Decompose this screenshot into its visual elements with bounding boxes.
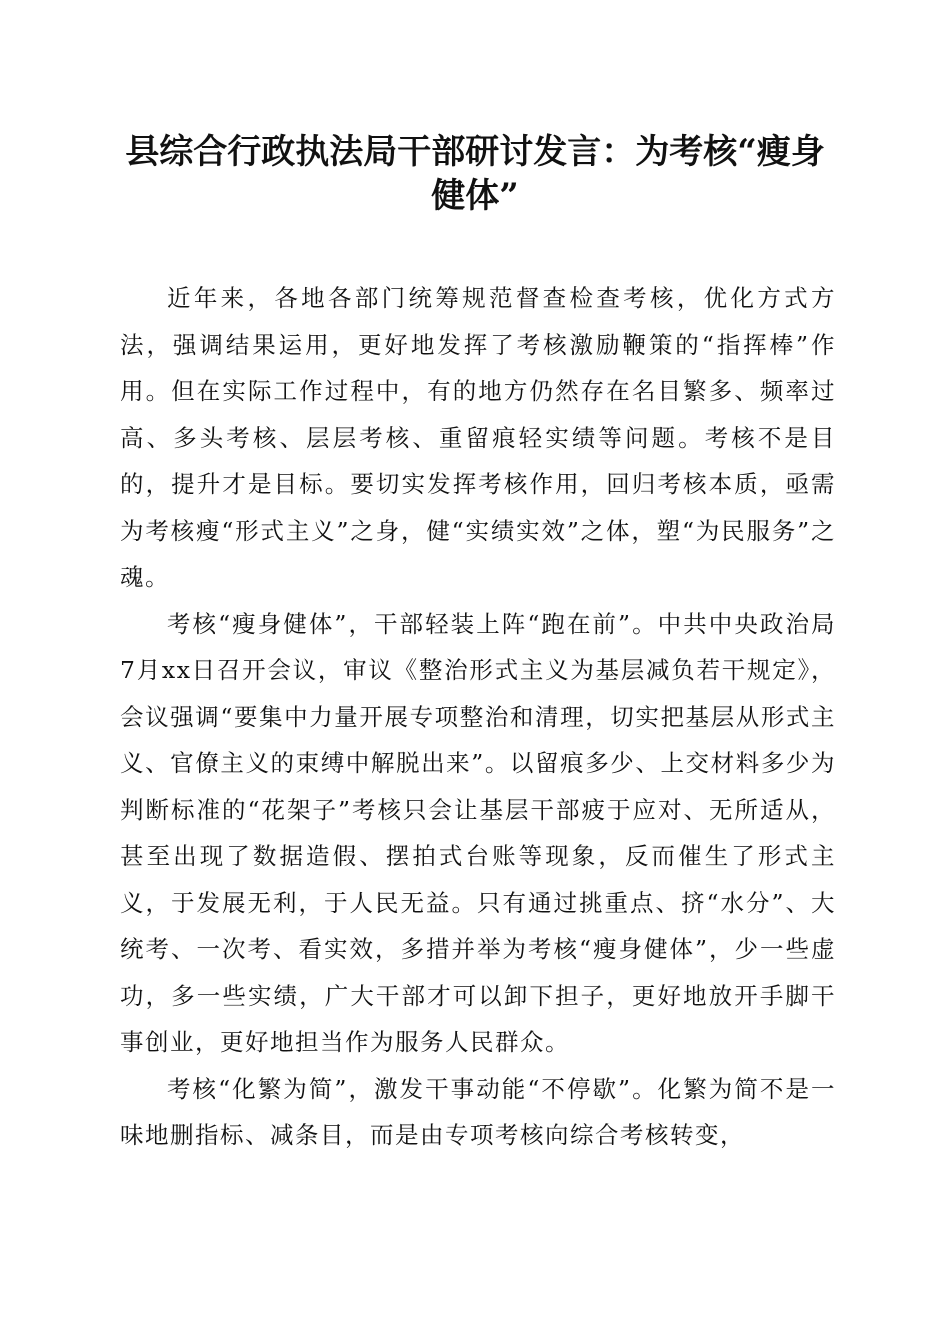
document-body (120, 275, 836, 1159)
paragraph: 考核“化繁为简”，激发干事动能“不停歇”。化繁为简不是一味地删指标、减条目，而是由专项考核向综合考核转变， (120, 1074, 836, 1149)
document-title: 县综合行政执法局干部研讨发言：为考核“瘦身健体” (125, 132, 825, 216)
paragraph: 考核“瘦身健体”，干部轻装上阵“跑在前”。中共中央政治局7月xx日召开会议，审议《整治形式主义为基层减负若干规定》，会议强调“要集中力量开展专项整治和清理，切实把基层从形式主义、官僚主义的束缚中解脱出来”。以留痕多少、上交材料多少为判断标准的“花架子”考核只会让基层干部疲于应对、无所适从，甚至出现了数据造假、摆拍式台账等现象，反而催生了形式主义，于发展无利，于人民无益。只有通过挑重点、挤“水分”、大统考、一次考、看实效，多措并举为考核“瘦身健体”，少一些虚功，多一些实绩，广大干部才可以卸下担子，更好地放开手脚干事创业，更好地担当作为服务人民群众。 (120, 609, 836, 1056)
paragraph: 近年来，各地各部门统筹规范督查检查考核，优化方式方法，强调结果运用，更好地发挥了考核激励鞭策的“指挥棒”作用。但在实际工作过程中，有的地方仍然存在名目繁多、频率过高、多头考核、层层考核、重留痕轻实绩等问题。考核不是目的，提升才是目标。要切实发挥考核作用，回归考核本质，亟需为考核瘦“形式主义”之身，健“实绩实效”之体，塑“为民服务”之魂。 (120, 284, 836, 591)
